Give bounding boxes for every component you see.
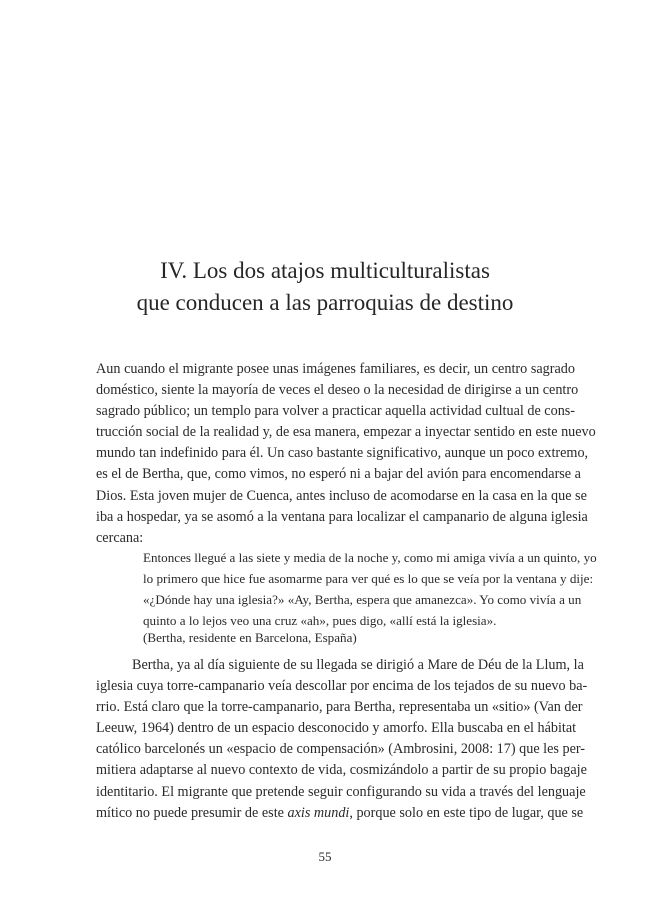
text-line: trucción social de la realidad y, de esa manera, empezar a inyectar sentido en este nuevo bbox=[96, 424, 596, 441]
quote-line: «¿Dónde hay una iglesia?» «Ay, Bertha, espera que amanezca». Yo como vivía a un bbox=[143, 592, 582, 608]
quote-source: (Bertha, residente en Barcelona, España) bbox=[143, 630, 357, 645]
italic-term: axis mundi bbox=[287, 804, 350, 821]
text-line: católico barcelonés un «espacio de compensación» (Ambrosini, 2008: 17) que les per- bbox=[96, 741, 586, 758]
paragraph-1 bbox=[96, 359, 596, 549]
chapter-title-line-1: IV. Los dos atajos multiculturalistas bbox=[160, 258, 490, 283]
text-line: mitiera adaptarse al nuevo contexto de vida, cosmizándolo a partir de su propio bagaje bbox=[96, 762, 587, 779]
paragraph-2 bbox=[96, 655, 588, 824]
text-line: identitario. El migrante que pretende seguir configurando su vida a través del lenguaje bbox=[96, 783, 586, 800]
chapter-title bbox=[0, 255, 650, 319]
text-line: cercana: bbox=[96, 529, 144, 546]
text-line bbox=[96, 803, 584, 824]
quote-line: quinto a lo lejos veo una cruz «ah», pues digo, «allí está la iglesia». bbox=[143, 613, 497, 629]
text-line: doméstico, siente la mayoría de veces el deseo o la necesidad de dirigirse a un centro bbox=[96, 382, 579, 399]
text-segment: mítico no puede presumir de este bbox=[96, 804, 288, 821]
text-segment: , porque solo en este tipo de lugar, que se bbox=[349, 804, 584, 821]
text-line: rrio. Está claro que la torre-campanario, para Bertha, representaba un «sitio» (Van der bbox=[96, 699, 583, 716]
text-line: iba a hospedar, ya se asomó a la ventana para localizar el campanario de alguna iglesia bbox=[96, 508, 588, 525]
text-line: Leeuw, 1964) dentro de un espacio desconocido y amorfo. Ella buscaba en el hábitat bbox=[96, 720, 577, 737]
block-quote bbox=[143, 547, 597, 631]
text-line: Dios. Esta joven mujer de Cuenca, antes incluso de acomodarse en la casa en la que se bbox=[96, 487, 587, 504]
chapter-title-line-2: que conducen a las parroquias de destino bbox=[136, 290, 514, 315]
text-line: sagrado público; un templo para volver a practicar aquella actividad cultual de cons- bbox=[96, 403, 576, 420]
text-line: Aun cuando el migrante posee unas imágenes familiares, es decir, un centro sagrado bbox=[96, 361, 575, 377]
text-line: Bertha, ya al día siguiente de su llegada se dirigió a Mare de Déu de la Llum, la bbox=[132, 657, 584, 673]
text-line: iglesia cuya torre-campanario veía descollar por encima de los tejados de su nuevo ba- bbox=[96, 678, 588, 695]
text-line: es el de Bertha, que, como vimos, no esperó ni a bajar del avión para encomendarse a bbox=[96, 466, 581, 483]
text-line: mundo tan indefinido para él. Un caso bastante significativo, aunque un poco extremo, bbox=[96, 445, 589, 462]
quote-line: lo primero que hice fue asomarme para ver qué es lo que se veía por la ventana y dije: bbox=[143, 571, 594, 587]
quote-line: Entonces llegué a las siete y media de la noche y, como mi amiga vivía a un quinto, yo bbox=[143, 550, 597, 565]
page-number: 55 bbox=[318, 849, 332, 864]
